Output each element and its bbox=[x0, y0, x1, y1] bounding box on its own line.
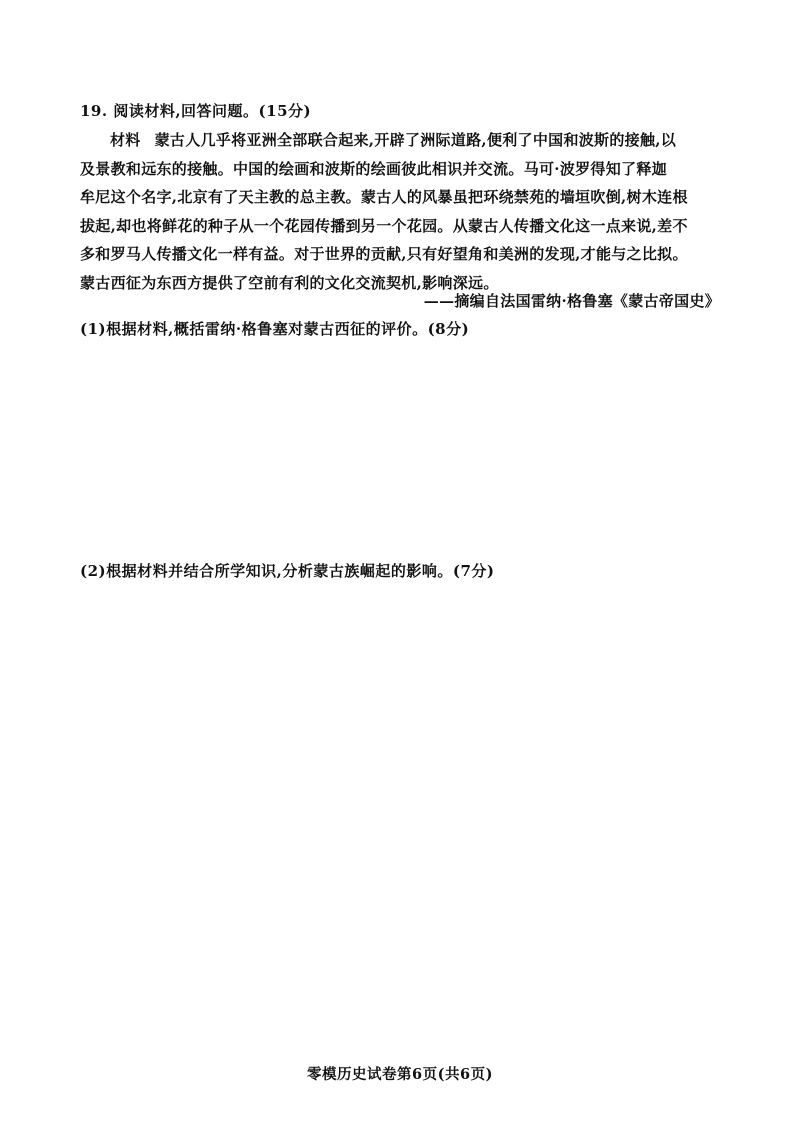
material-passage bbox=[80, 126, 720, 297]
page-footer: 零模历史试卷第6页(共6页) bbox=[307, 1066, 493, 1083]
material-label: 材料 bbox=[110, 131, 141, 149]
material-line: 及景教和远东的接触。中国的绘画和波斯的绘画彼此相识并交流。马可·波罗得知了释迦 bbox=[80, 159, 667, 178]
material-line: 多和罗马人传播文化一样有益。对于世界的贡献,只有好望角和美洲的发现,才能与之比拟。 bbox=[80, 245, 688, 263]
answer-area-1[interactable] bbox=[80, 345, 720, 545]
question-title: 19. 阅读材料,回答问题。(15分) bbox=[80, 102, 312, 120]
material-line-text: 蒙古人几乎将亚洲全部联合起来,开辟了洲际道路,便利了中国和波斯的接触,以 bbox=[154, 131, 677, 149]
sub-question-1: (1)根据材料,概括雷纳·格鲁塞对蒙古西征的评价。(8分) bbox=[80, 320, 470, 338]
material-source: ——摘编自法国雷纳·格鲁塞《蒙古帝国史》 bbox=[423, 292, 720, 310]
material-line bbox=[80, 126, 720, 155]
material-line: 牟尼这个名字,北京有了天主教的总主教。蒙古人的风暴虽把环绕禁苑的墙垣吹倒,树木连根 bbox=[80, 188, 688, 206]
sub-question-2: (2)根据材料并结合所学知识,分析蒙古族崛起的影响。(7分) bbox=[80, 562, 495, 580]
answer-area-2[interactable] bbox=[80, 590, 720, 1030]
material-line: 蒙古西征为东西方提供了空前有利的文化交流契机,影响深远。 bbox=[80, 273, 499, 292]
material-line: 拔起,却也将鲜花的种子从一个花园传播到另一个花园。从蒙古人传播文化这一点来说,差不 bbox=[80, 216, 688, 235]
